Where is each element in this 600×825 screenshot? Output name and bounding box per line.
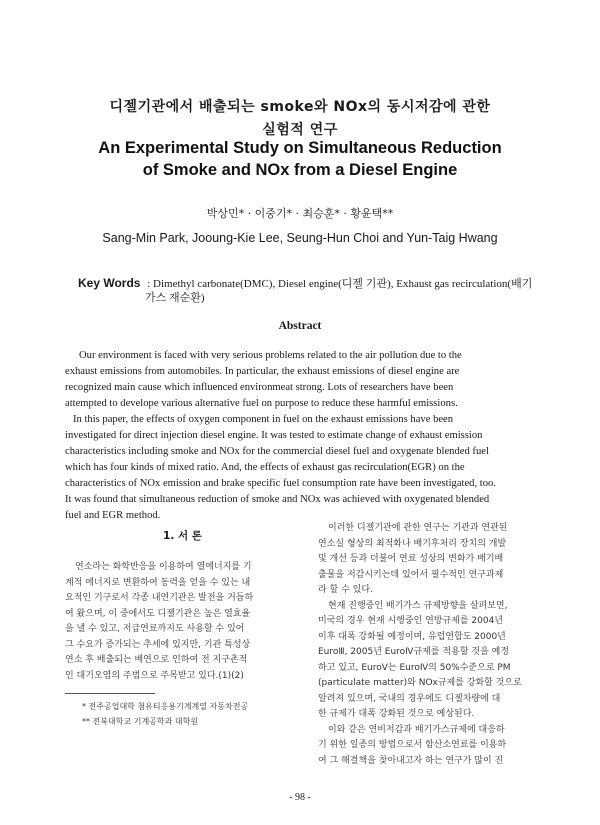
title-ko-line2: 실험적 연구 <box>262 122 338 138</box>
authors-en: Sang-Min Park, Jooung-Kie Lee, Seung-Hun Choi and Yun-Taig Hwang <box>102 231 498 245</box>
right-col-line: 라 할 수 있다. <box>318 585 373 595</box>
left-col-line: 연소라는 화학반응을 이용하여 열에너지를 기 <box>75 562 252 572</box>
right-col-line: 하고 있고, EuroⅤ는 EuroⅣ의 50%수준으로 PM <box>318 662 511 673</box>
abstract-line: fuel and EGR method. <box>65 510 161 521</box>
keywords-line1: Dimethyl carbonate(DMC), Diesel engine(디젤 기관), Exhaust gas recirculation(배기 <box>153 278 533 290</box>
right-col-line: 한 규제가 대폭 강화된 것으로 예상된다. <box>318 709 475 719</box>
right-col-line: 이러한 디젤기관에 관한 연구는 기관과 연관된 <box>328 523 508 533</box>
left-column <box>65 560 305 684</box>
right-col-line: 및 개선 등과 더불어 연료 성상의 변화가 배기배 <box>318 554 504 564</box>
footnote-rule <box>65 693 155 694</box>
keywords-line2: 가스 재순환) <box>145 292 205 304</box>
keywords-label: Key Words <box>78 276 141 290</box>
left-col-line: 계적 에너지로 변환하여 동력을 얻을 수 있는 내 <box>65 577 251 588</box>
left-col-line: 여 왔으며, 이 중에서도 디젤기관은 높은 열효율 <box>65 608 251 619</box>
abstract-line: It was found that simultaneous reduction of smoke and NOx was achieved with oxygenated blended <box>65 494 490 505</box>
title-en-line2: of Smoke and NOx from a Diesel Engine <box>142 161 458 179</box>
right-column <box>318 521 550 769</box>
left-col-line: 그 수요가 증가되는 추세에 있지만, 기관 특성상 <box>65 639 251 650</box>
right-col-line: 여 그 해결책을 찾아내고자 하는 연구가 많이 진 <box>318 755 504 766</box>
authors-ko: 박상민* · 이중기* · 최승훈* · 황윤택** <box>206 207 394 220</box>
right-col-line: 연소실 형상의 최적화나 배기후처리 장치의 개발 <box>318 538 507 549</box>
footnote-2: ** 전북대학교 기계공학과 대학원 <box>82 717 199 726</box>
right-col-line: 알려져 있으며, 국내의 경우에도 디젤차량에 대 <box>318 693 501 704</box>
title-en-line1: An Experimental Study on Simultaneous Reduction <box>98 139 502 157</box>
abstract-line: recognized main cause which influenced environmeat strong. Lots of researchers have been <box>65 382 454 393</box>
abstract-title: Abstract <box>278 320 322 332</box>
right-col-line: 이와 같은 연비저감과 배기가스규제에 대응하 <box>328 724 505 735</box>
left-col-line: 을 낼 수 있고, 저급연료까지도 사용할 수 있어 <box>65 624 245 634</box>
right-col-line: 이후 대폭 강화될 예정이며, 유럽연합도 2000년 <box>318 631 506 642</box>
abstract-line: In this paper, the effects of oxygen component in fuel on the exhaust emissions have been <box>73 414 454 425</box>
abstract-body <box>65 348 540 524</box>
abstract-line: which has four kinds of mixed ratio. And, the effects of exhaust gas recirculation(EGR) on the <box>65 462 465 473</box>
abstract-line: characteristics including smoke and NOx for the commercial diesel fuel and oxygenate blended fuel <box>65 446 489 457</box>
abstract-line: exhaust emissions from automobiles. In particular, the exhaust emissions of diesel engine are <box>65 366 460 377</box>
abstract-line: characteristics of NOx emission and brake specific fuel consumption rate have been investigated, too. <box>65 478 496 489</box>
abstract-line: attempted to develope various alternative fuel on purpose to reduce these harmful emissions. <box>65 398 458 409</box>
right-col-line: 현재 진행중인 배기가스 규제방향을 살펴보면, <box>328 600 508 611</box>
abstract-line: investigated for direct injection diesel engine. It was tested to estimate change of exhaust emission <box>65 430 483 441</box>
page-number: - 98 - <box>289 792 311 803</box>
footnote-1: * 전주공업대학 첨유티응용기계계열 자동차전공 <box>82 702 249 711</box>
left-col-line: 요적인 기구로서 각종 내연기관은 발전을 거듭하 <box>65 593 254 603</box>
abstract-line: Our environment is faced with very serious problems related to the air pollution due to the <box>79 350 462 361</box>
title-ko-line1: 디젤기관에서 배출되는 smoke와 NOx의 동시저감에 관한 <box>109 99 491 115</box>
right-col-line: 출물을 저감시키는데 있어서 필수적인 연구과제 <box>318 569 504 580</box>
left-col-line: 연소 후 배출되는 배연으로 인하여 전 지구촌적 <box>65 655 248 665</box>
left-col-line: 인 대기오염의 주범으로 주목받고 있다.(1)(2) <box>65 670 244 681</box>
right-col-line: 기 위한 일종의 방법으로서 함산소연료를 이용하 <box>318 740 507 750</box>
right-col-line: EuroⅢ, 2005년 EuroⅣ규제를 적용할 것을 예정 <box>318 647 510 657</box>
right-col-line: (particulate matter)와 NOx규제를 강화할 것으로 <box>318 678 522 688</box>
right-col-line: 미국의 경우 현재 시행중인 연방규제를 2004년 <box>318 616 504 626</box>
keywords-block: Key Words : Dimethyl carbonate(DMC), Diesel engine(디젤 기관), Exhaust gas recirculation(배기 <box>78 276 533 290</box>
section-1-title: 1. 서 론 <box>163 530 202 542</box>
